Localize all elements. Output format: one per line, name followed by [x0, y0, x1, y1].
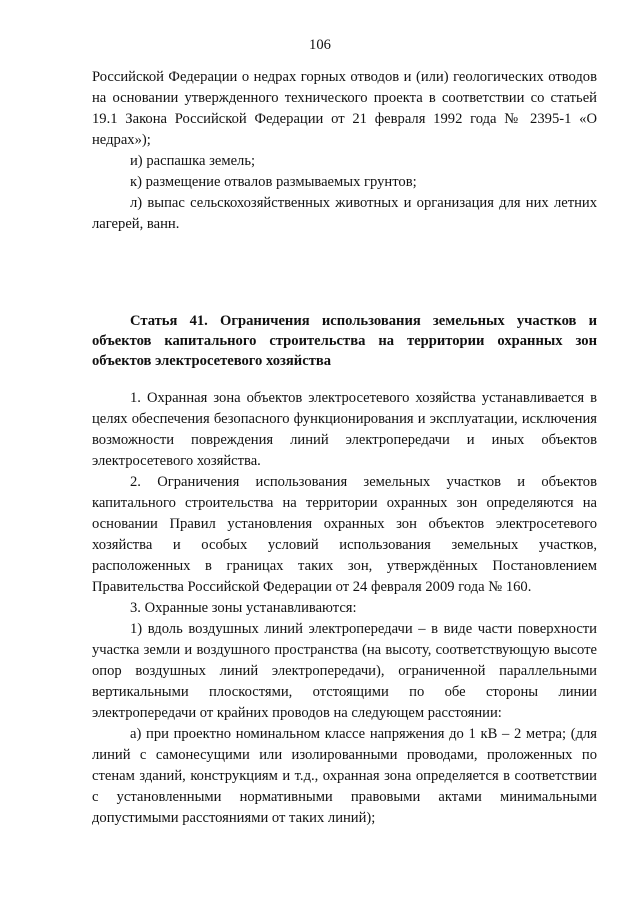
article-subitem-1: 1) вдоль воздушных линий электропередачи – в виде части поверхности участка земли и воздушного пространства (на высоту, соответствующую высоте опор воздушных линий электропередачи), ограниченной параллельными вертикальными плоскостями, отстоящими по обе стороны линии электропередачи от крайних проводов на следующем расстоянии:: [92, 621, 597, 721]
continuation-text: [92, 67, 597, 235]
list-item-i: и) распашка земель;: [130, 153, 256, 169]
paragraph-continuation: Российской Федерации о недрах горных отводов и (или) геологических отводов на основании утвержденного технического проекта в соответствии со статьей 19.1 Закона Российской Федерации от 21 февраля 1992 года № 2395-1 «О недрах»);: [92, 69, 597, 148]
article-body: [92, 388, 597, 829]
list-item-l: л) выпас сельскохозяйственных животных и организация для них летних лагерей, ванн.: [92, 195, 597, 232]
article-heading: Статья 41. Ограничения использования земельных участков и объектов капитального строительства на территории охранных зон объектов электросетевого хозяйства: [92, 313, 597, 369]
list-item-k: к) размещение отвалов размываемых грунтов;: [130, 174, 417, 190]
article-paragraph-3: 3. Охранные зоны устанавливаются:: [130, 600, 357, 616]
page-number: 106: [309, 37, 331, 53]
article-heading-block: [92, 311, 597, 371]
article-subitem-a: а) при проектно номинальном классе напряжения до 1 кВ – 2 метра; (для линий с самонесущими или изолированными проводами, проложенных по стенам зданий, конструкциям и т.д., охранная зона определяется в соответствии с установленными нормативными правовыми актами минимальными допустимыми расстояниями от таких линий);: [92, 726, 597, 826]
article-paragraph-1: 1. Охранная зона объектов электросетевого хозяйства устанавливается в целях обеспечения безопасного функционирования и эксплуатации, исключения возможности повреждения линий электропередачи и иных объектов электросетевого хозяйства.: [92, 390, 597, 469]
article-paragraph-2: 2. Ограничения использования земельных участков и объектов капитального строительства на территории охранных зон определяются на основании Правил установления охранных зон объектов электросетевого хозяйства и особых условий использования земельных участков, расположенных в границах таких зон, утверждённых Постановлением Правительства Российской Федерации от 24 февраля 2009 года № 160.: [92, 474, 597, 595]
